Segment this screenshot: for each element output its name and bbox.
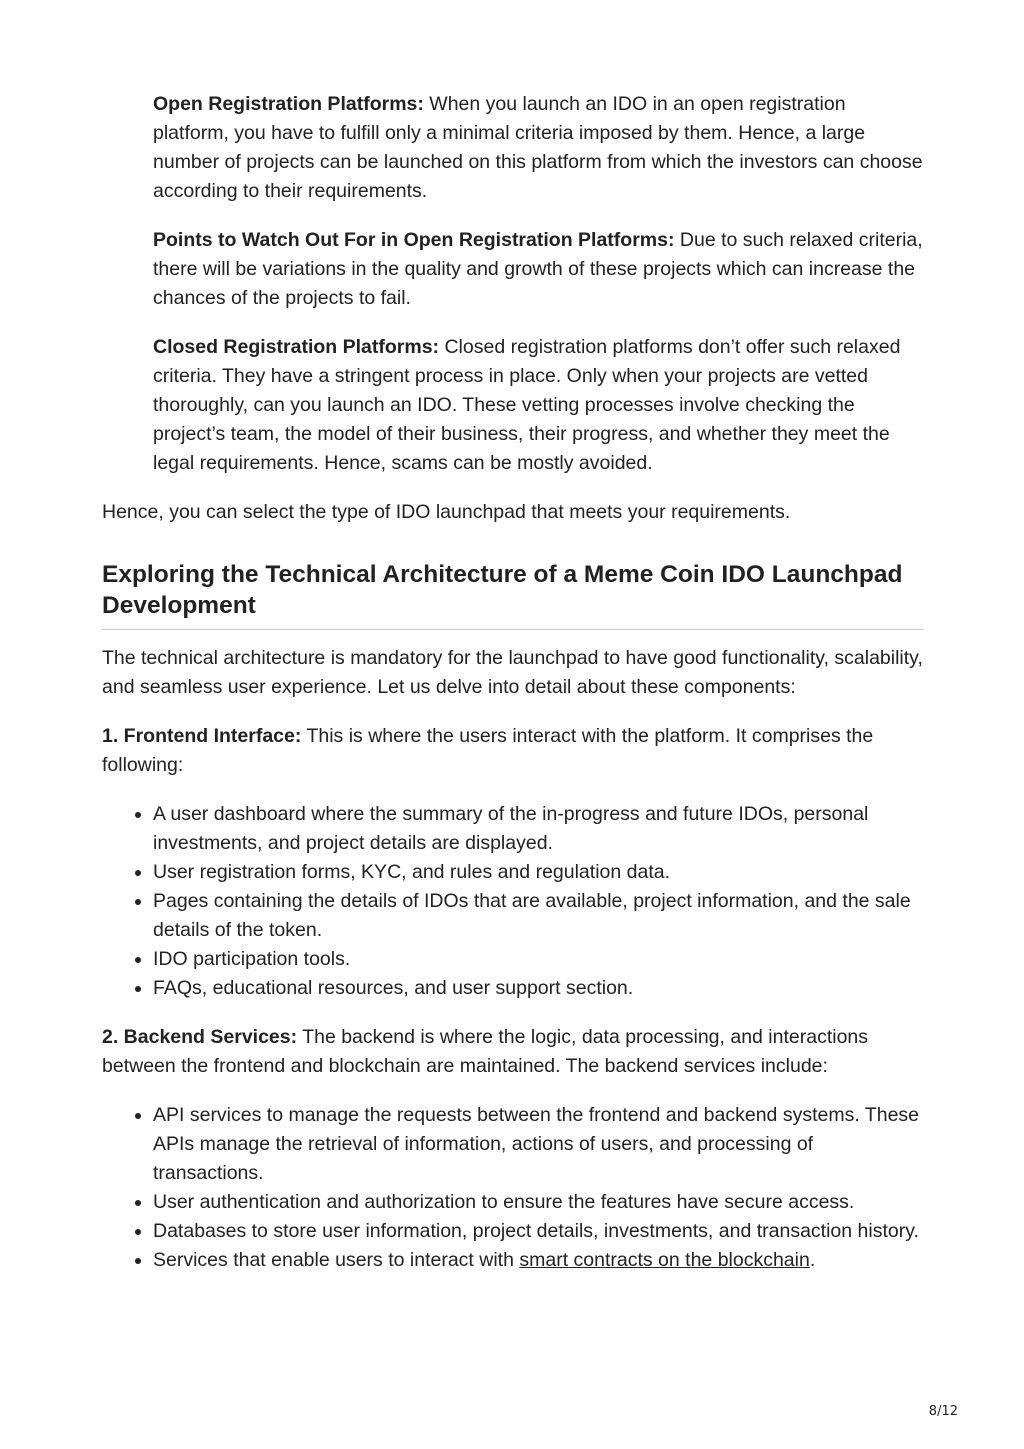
document-page bbox=[102, 70, 924, 1295]
backend-list bbox=[102, 1101, 924, 1275]
section-heading: Exploring the Technical Architecture of a Meme Coin IDO Launchpad Development bbox=[102, 559, 924, 630]
list-item: • User registration forms, KYC, and rules and regulation data. bbox=[153, 858, 924, 887]
intro-paragraph: The technical architecture is mandatory for the launchpad to have good functionality, scalability, and seamless user experience. Let us delve into detail about these components: bbox=[102, 646, 923, 698]
frontend-label: 1. Frontend Interface: bbox=[102, 724, 302, 747]
backend-label: 2. Backend Services: bbox=[102, 1025, 298, 1048]
list-item-suffix: . bbox=[809, 1248, 816, 1271]
frontend-text: This is where the users interact with the platform. It comprises the following: bbox=[102, 724, 874, 776]
watch-out-paragraph bbox=[153, 226, 924, 313]
list-item: • Databases to store user information, project details, investments, and transaction history. bbox=[153, 1217, 924, 1246]
backend-text: The backend is where the logic, data processing, and interactions between the frontend and blockchain are maintained. The backend services include: bbox=[102, 1025, 869, 1077]
frontend-list bbox=[102, 800, 924, 1003]
open-registration-text: When you launch an IDO in an open registration platform, you have to fulfill only a minimal criteria imposed by them. Hence, a large number of projects can be launched on this platform from which the investors can choose according to their requirements. bbox=[153, 92, 923, 202]
closed-registration-label: Closed Registration Platforms: bbox=[153, 335, 440, 358]
watch-out-text: Due to such relaxed criteria, there will be variations in the quality and growth of these projects which can increase the chances of the projects to fail. bbox=[153, 228, 923, 309]
page-number: 8/12 bbox=[928, 1404, 958, 1419]
list-item: • User authentication and authorization to ensure the features have secure access. bbox=[153, 1188, 924, 1217]
watch-out-label: Points to Watch Out For in Open Registration Platforms: bbox=[153, 228, 675, 251]
list-item: • IDO participation tools. bbox=[153, 945, 924, 974]
open-registration-label: Open Registration Platforms: bbox=[153, 92, 424, 115]
open-registration-paragraph bbox=[153, 90, 924, 206]
closed-registration-text: Closed registration platforms don’t offer such relaxed criteria. They have a stringent process in place. Only when your projects are vetted thoroughly, can you launch an IDO. These vetting processes involve checking the project’s team, the model of their business, their progress, and whether they meet the legal requirements. Hence, scams can be mostly avoided. bbox=[153, 335, 901, 474]
list-item: • FAQs, educational resources, and user support section. bbox=[153, 974, 924, 1003]
list-item-text: Services that enable users to interact with bbox=[153, 1248, 520, 1271]
list-item: • Pages containing the details of IDOs that are available, project information, and the sale details of the token. bbox=[153, 887, 924, 945]
summary-paragraph: Hence, you can select the type of IDO launchpad that meets your requirements. bbox=[102, 500, 791, 523]
frontend-paragraph bbox=[102, 722, 924, 780]
backend-paragraph bbox=[102, 1023, 924, 1081]
list-item bbox=[153, 1246, 924, 1275]
smart-contracts-link[interactable]: smart contracts on the blockchain bbox=[519, 1248, 810, 1271]
list-item: • A user dashboard where the summary of the in-progress and future IDOs, personal investments, and project details are displayed. bbox=[153, 800, 924, 858]
closed-registration-paragraph bbox=[153, 333, 924, 478]
list-item: • API services to manage the requests between the frontend and backend systems. These APIs manage the retrieval of information, actions of users, and processing of transactions. bbox=[153, 1101, 924, 1188]
